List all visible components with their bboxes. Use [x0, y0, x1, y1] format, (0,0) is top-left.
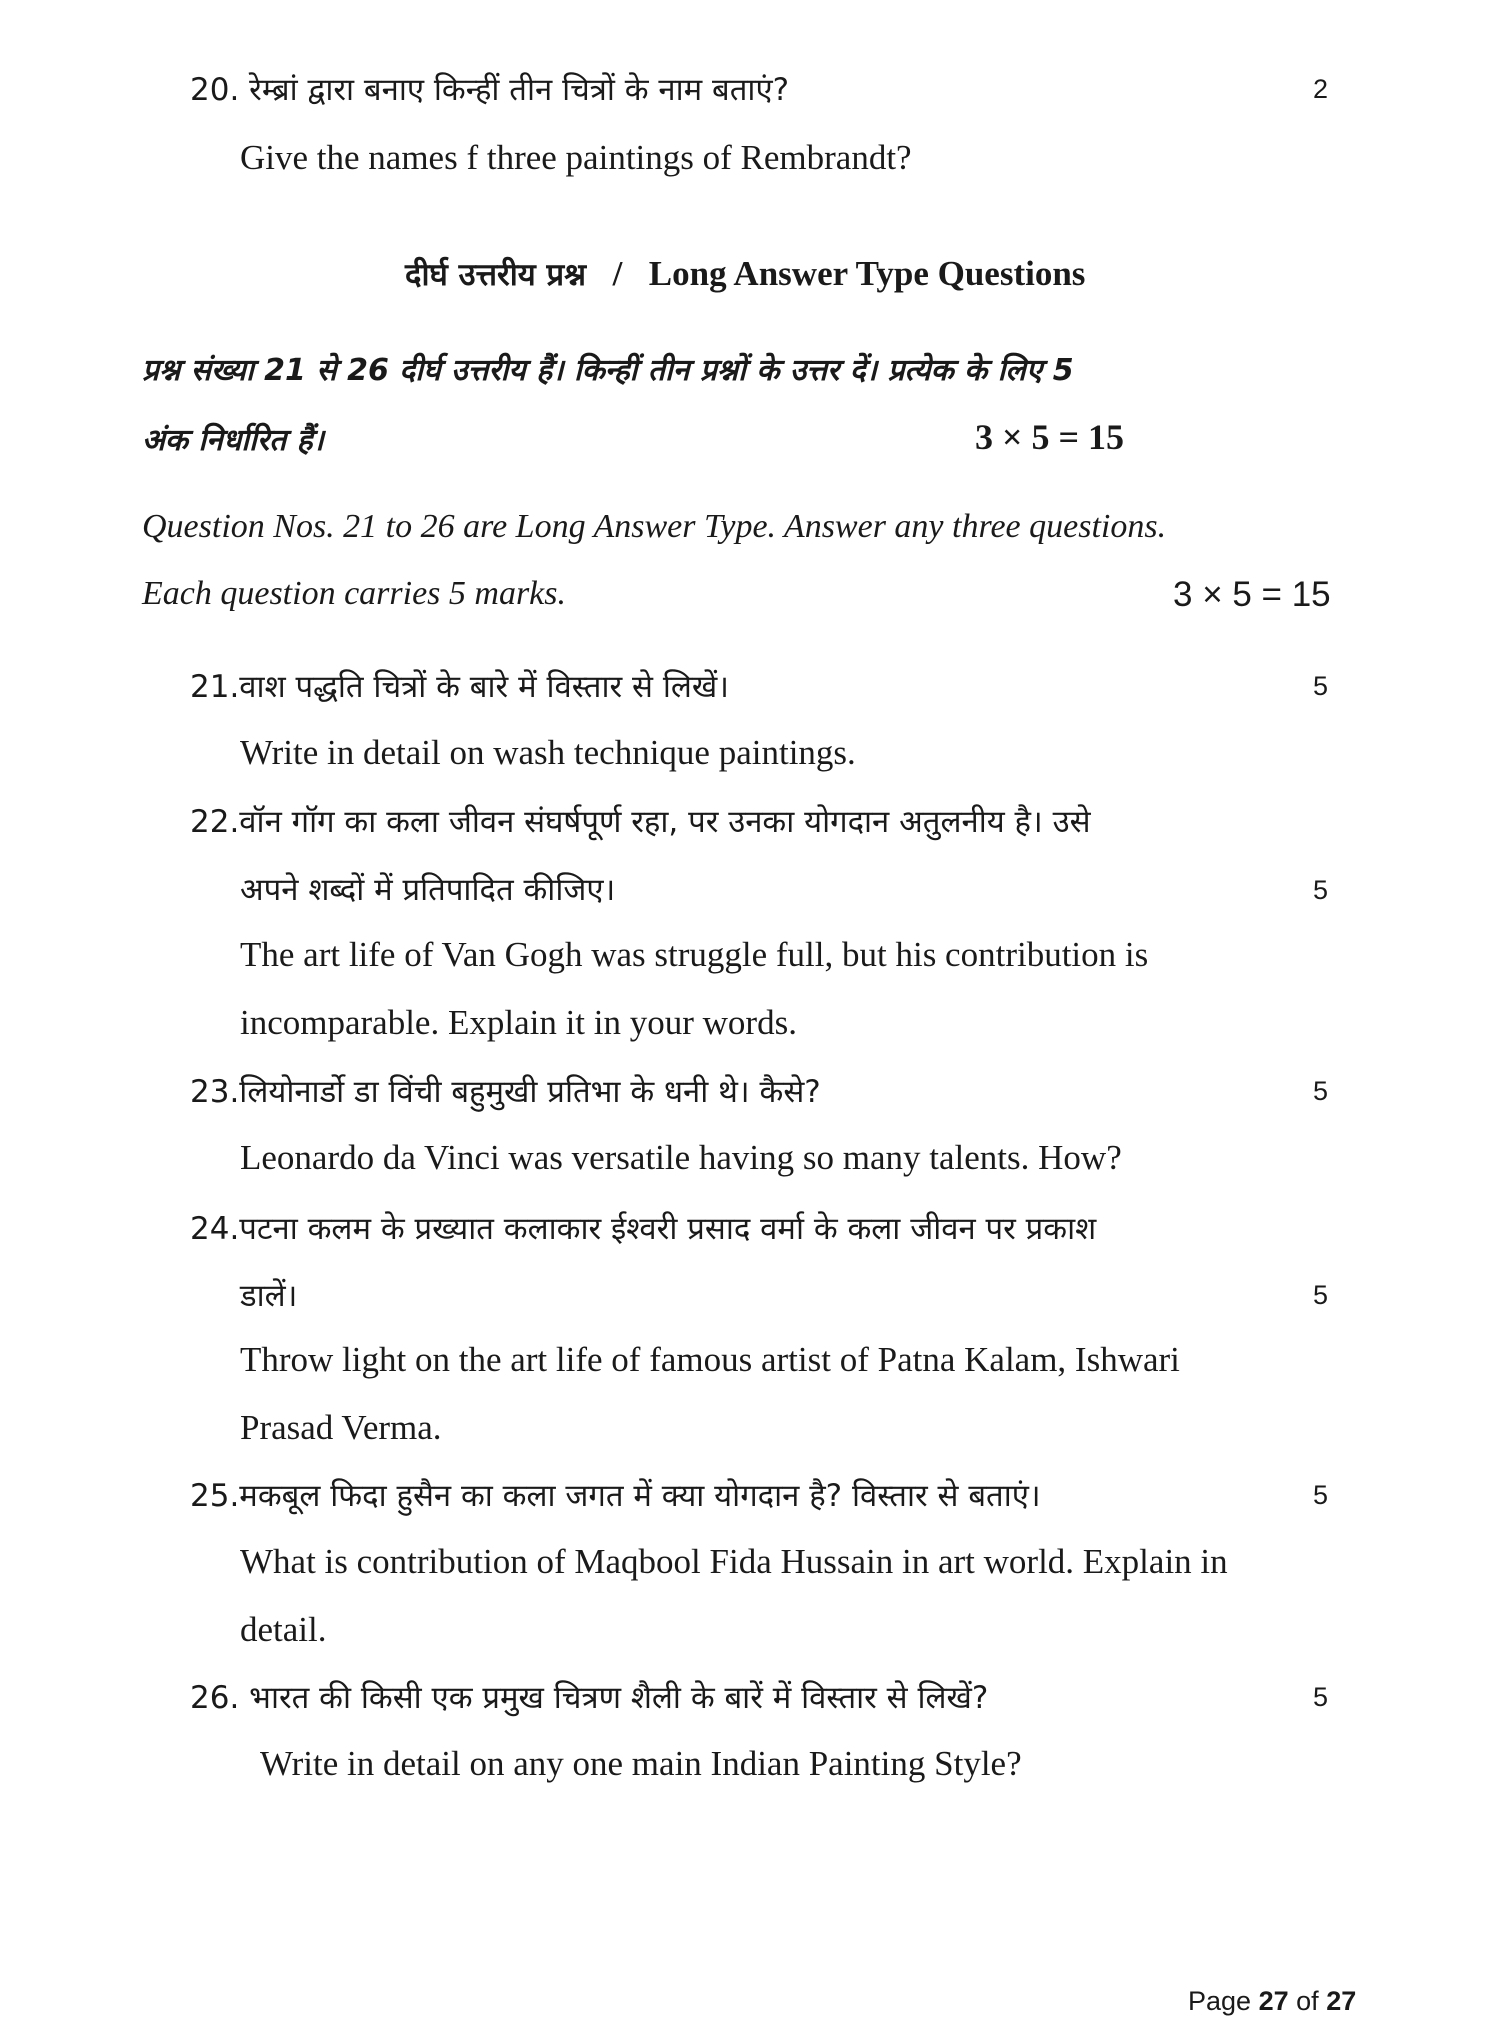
section-heading-english: Long Answer Type Questions [648, 254, 1086, 293]
q25-marks: 5 [1313, 1480, 1329, 1510]
q20-hindi-text: रेम्ब्रां द्वारा बनाए किन्हीं तीन चित्रों के नाम बताएं? [249, 72, 790, 108]
english-instruction-line2: Each question carries 5 marks. [142, 575, 567, 612]
page-of-word: of [1296, 1986, 1319, 2016]
q21-english: Write in detail on wash technique paintings. [240, 733, 856, 772]
q20-hindi [190, 68, 789, 110]
page-word: Page [1188, 1986, 1252, 2016]
hindi-instruction-line2: अंक निर्धारित हैं। [142, 423, 324, 458]
q24-english-line2: Prasad Verma. [240, 1408, 442, 1447]
page-current: 27 [1258, 1986, 1289, 2016]
hindi-marks-formula: 3 × 5 = 15 [975, 417, 1125, 457]
q22-hindi-line1: 22.वॉन गॉग का कला जीवन संघर्षपूर्ण रहा, पर उनका योगदान अतुलनीय है। उसे [190, 804, 1091, 840]
q25-hindi: 25.मकबूल फिदा हुसैन का कला जगत में क्या योगदान है? विस्तार से बताएं। [190, 1478, 1041, 1514]
q25-english-line2: detail. [240, 1610, 327, 1649]
section-heading [405, 253, 1085, 295]
q24-english-line1: Throw light on the art life of famous artist of Patna Kalam, Ishwari [240, 1340, 1180, 1379]
q22-marks: 5 [1313, 875, 1329, 905]
q23-hindi: 23.लियोनार्डो डा विंची बहुमुखी प्रतिभा के धनी थे। कैसे? [190, 1074, 821, 1110]
q24-hindi-line2: डालें। [240, 1278, 298, 1314]
section-heading-hindi: दीर्घ उत्तरीय प्रश्न [405, 257, 587, 293]
q26-marks: 5 [1313, 1682, 1329, 1712]
q21-hindi: 21.वाश पद्धति चित्रों के बारे में विस्तार से लिखें। [190, 669, 729, 705]
q24-hindi-line1: 24.पटना कलम के प्रख्यात कलाकार ईश्वरी प्रसाद वर्मा के कला जीवन पर प्रकाश [190, 1211, 1097, 1247]
q21-marks: 5 [1313, 671, 1329, 701]
page-number [1188, 1986, 1356, 2017]
q20-marks: 2 [1313, 74, 1329, 104]
q26-english: Write in detail on any one main Indian Painting Style? [260, 1744, 1022, 1783]
q26-hindi: 26. भारत की किसी एक प्रमुख चित्रण शैली के बारें में विस्तार से लिखें? [190, 1680, 989, 1716]
q23-marks: 5 [1313, 1076, 1329, 1106]
english-marks-formula: 3 × 5 = 15 [1173, 575, 1331, 614]
q25-english-line1: What is contribution of Maqbool Fida Hussain in art world. Explain in [240, 1542, 1228, 1581]
q20-number: 20. [190, 72, 240, 108]
q20-english: Give the names f three paintings of Rembrandt? [240, 138, 912, 177]
page-total: 27 [1326, 1986, 1357, 2016]
hindi-instruction-line1: प्रश्न संख्या 21 से 26 दीर्घ उत्तरीय हैं। किन्हीं तीन प्रश्नों के उत्तर दें। प्रत्येक के लिए 5 [142, 353, 1074, 388]
q22-english-line1: The art life of Van Gogh was struggle full, but his contribution is [240, 935, 1149, 974]
q22-hindi-line2: अपने शब्दों में प्रतिपादित कीजिए। [240, 872, 616, 908]
section-heading-separator: / [612, 254, 623, 293]
q22-english-line2: incomparable. Explain it in your words. [240, 1003, 797, 1042]
english-instruction-line1: Question Nos. 21 to 26 are Long Answer Type. Answer any three questions. [142, 508, 1167, 545]
q23-english: Leonardo da Vinci was versatile having so many talents. How? [240, 1138, 1122, 1177]
q24-marks: 5 [1313, 1280, 1329, 1310]
